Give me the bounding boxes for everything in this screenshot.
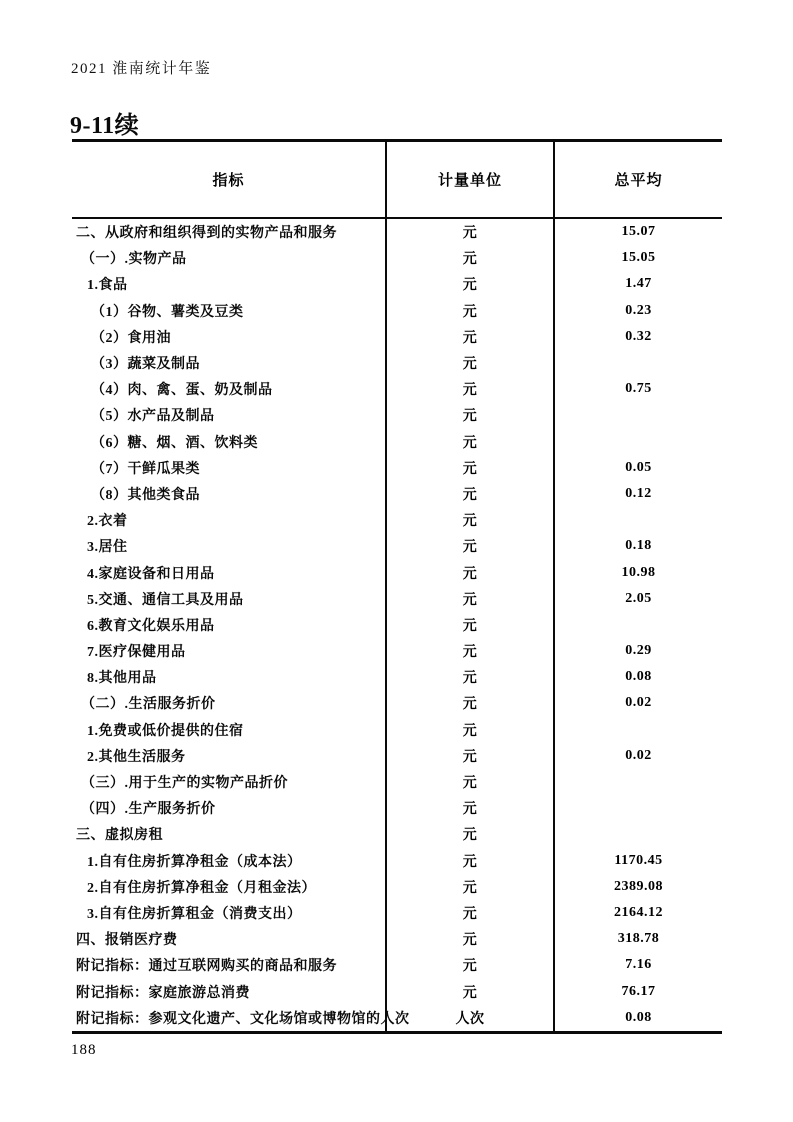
row-unit: 元 <box>385 245 553 271</box>
row-indicator-label: 5.交通、通信工具及用品 <box>87 592 244 608</box>
row-indicator-label: （1）谷物、薯类及豆类 <box>91 304 244 320</box>
row-value: 76.17 <box>553 978 722 1004</box>
row-unit: 元 <box>385 219 553 245</box>
table-row <box>72 219 722 245</box>
row-indicator-label: （8）其他类食品 <box>91 487 200 503</box>
row-unit: 元 <box>385 298 553 324</box>
row-indicator-label: 2.衣着 <box>87 514 128 530</box>
row-unit: 元 <box>385 926 553 952</box>
row-unit: 元 <box>385 848 553 874</box>
row-indicator-label: 4.家庭设备和日用品 <box>87 566 215 582</box>
row-value: 0.08 <box>553 664 722 690</box>
row-value <box>553 769 722 795</box>
row-value: 0.23 <box>553 298 722 324</box>
table-row <box>72 586 722 612</box>
row-value: 7.16 <box>553 952 722 978</box>
row-value: 10.98 <box>553 559 722 585</box>
row-indicator-label: 2.自有住房折算净租金（月租金法） <box>87 880 316 896</box>
table-row <box>72 271 722 297</box>
row-value <box>553 717 722 743</box>
table-row <box>72 429 722 455</box>
table-row <box>72 743 722 769</box>
table-row <box>72 612 722 638</box>
row-unit: 元 <box>385 455 553 481</box>
row-value: 15.07 <box>553 219 722 245</box>
table-row <box>72 690 722 716</box>
row-indicator-label: （3）蔬菜及制品 <box>91 357 200 373</box>
row-unit: 元 <box>385 507 553 533</box>
row-indicator-label: 四、报销医疗费 <box>76 933 178 949</box>
table-row <box>72 455 722 481</box>
row-unit: 元 <box>385 717 553 743</box>
row-indicator-label: 1.自有住房折算净租金（成本法） <box>87 854 302 870</box>
row-indicator-label: 1.免费或低价提供的住宿 <box>87 723 244 739</box>
table-header-row <box>72 142 722 219</box>
row-unit: 元 <box>385 821 553 847</box>
row-indicator-label: 2.其他生活服务 <box>87 749 186 765</box>
row-indicator-label: 三、虚拟房租 <box>76 828 163 844</box>
row-indicator-label: （7）干鲜瓜果类 <box>91 461 200 477</box>
row-unit: 元 <box>385 769 553 795</box>
statistics-table <box>72 139 722 1034</box>
row-indicator-label: （2）食用油 <box>91 330 171 346</box>
row-indicator-label: （4）肉、禽、蛋、奶及制品 <box>91 383 273 399</box>
table-row <box>72 821 722 847</box>
row-indicator-label: （5）水产品及制品 <box>91 409 215 425</box>
row-indicator-label: 附记指标：家庭旅游总消费 <box>76 985 250 1001</box>
page-number: 188 <box>71 1042 97 1058</box>
table-row <box>72 795 722 821</box>
row-value <box>553 350 722 376</box>
row-indicator-label: （三）.用于生产的实物产品折价 <box>81 776 288 792</box>
table-row <box>72 533 722 559</box>
row-indicator-label: （一）.实物产品 <box>81 252 187 268</box>
row-unit: 元 <box>385 402 553 428</box>
row-unit: 元 <box>385 690 553 716</box>
row-unit: 元 <box>385 952 553 978</box>
row-unit: 元 <box>385 376 553 402</box>
column-header-indicator: 指标 <box>212 173 245 189</box>
row-value: 318.78 <box>553 926 722 952</box>
row-unit: 元 <box>385 533 553 559</box>
row-value <box>553 507 722 533</box>
row-indicator-label: 3.自有住房折算租金（消费支出） <box>87 906 302 922</box>
row-unit: 元 <box>385 612 553 638</box>
row-indicator-label: 3.居住 <box>87 540 128 556</box>
table-row <box>72 926 722 952</box>
row-value: 0.02 <box>553 743 722 769</box>
row-value: 2164.12 <box>553 900 722 926</box>
table-row <box>72 298 722 324</box>
row-unit: 元 <box>385 874 553 900</box>
row-value <box>553 821 722 847</box>
row-value: 0.08 <box>553 1005 722 1031</box>
row-value: 0.75 <box>553 376 722 402</box>
table-row <box>72 481 722 507</box>
row-indicator-label: 8.其他用品 <box>87 671 157 687</box>
row-unit: 元 <box>385 743 553 769</box>
table-row <box>72 874 722 900</box>
row-unit: 元 <box>385 900 553 926</box>
row-indicator-label: （四）.生产服务折价 <box>81 802 216 818</box>
row-value: 15.05 <box>553 245 722 271</box>
row-value: 0.05 <box>553 455 722 481</box>
row-value <box>553 795 722 821</box>
column-header-average: 总平均 <box>553 142 722 217</box>
row-unit: 元 <box>385 350 553 376</box>
row-unit: 元 <box>385 664 553 690</box>
row-indicator-label: （6）糖、烟、酒、饮料类 <box>91 435 258 451</box>
row-indicator-label: 1.食品 <box>87 278 128 294</box>
table-row <box>72 350 722 376</box>
row-indicator-label: 附记指标：通过互联网购买的商品和服务 <box>76 959 337 975</box>
row-unit: 元 <box>385 324 553 350</box>
table-row <box>72 900 722 926</box>
table-row <box>72 507 722 533</box>
table-body <box>72 219 722 1031</box>
row-value: 0.18 <box>553 533 722 559</box>
row-indicator-label: 6.教育文化娱乐用品 <box>87 618 215 634</box>
row-value <box>553 429 722 455</box>
table-row <box>72 978 722 1004</box>
row-value: 0.02 <box>553 690 722 716</box>
row-unit: 元 <box>385 481 553 507</box>
table-title: 9-11续 <box>70 113 140 139</box>
row-unit: 人次 <box>385 1005 553 1031</box>
table-row <box>72 1005 722 1031</box>
row-value <box>553 612 722 638</box>
row-unit: 元 <box>385 559 553 585</box>
row-value: 0.32 <box>553 324 722 350</box>
table-row <box>72 952 722 978</box>
table-row <box>72 848 722 874</box>
yearbook-header: 2021 淮南统计年鉴 <box>71 61 212 77</box>
row-value: 2.05 <box>553 586 722 612</box>
row-value: 1.47 <box>553 271 722 297</box>
row-value: 0.29 <box>553 638 722 664</box>
row-unit: 元 <box>385 978 553 1004</box>
row-indicator-label: 附记指标：参观文化遗产、文化场馆或博物馆的人次 <box>76 1011 410 1027</box>
row-unit: 元 <box>385 586 553 612</box>
table-row <box>72 664 722 690</box>
row-unit: 元 <box>385 429 553 455</box>
row-indicator-label: 二、从政府和组织得到的实物产品和服务 <box>76 226 337 242</box>
row-unit: 元 <box>385 795 553 821</box>
row-unit: 元 <box>385 271 553 297</box>
table-row <box>72 245 722 271</box>
table-row <box>72 324 722 350</box>
row-value: 2389.08 <box>553 874 722 900</box>
row-value <box>553 402 722 428</box>
row-unit: 元 <box>385 638 553 664</box>
table-row <box>72 638 722 664</box>
table-row <box>72 717 722 743</box>
row-value: 1170.45 <box>553 848 722 874</box>
row-indicator-label: 7.医疗保健用品 <box>87 645 186 661</box>
table-row <box>72 402 722 428</box>
column-header-unit: 计量单位 <box>385 142 553 217</box>
table-row <box>72 769 722 795</box>
row-indicator-label: （二）.生活服务折价 <box>81 697 216 713</box>
table-row <box>72 376 722 402</box>
table-row <box>72 559 722 585</box>
row-value: 0.12 <box>553 481 722 507</box>
